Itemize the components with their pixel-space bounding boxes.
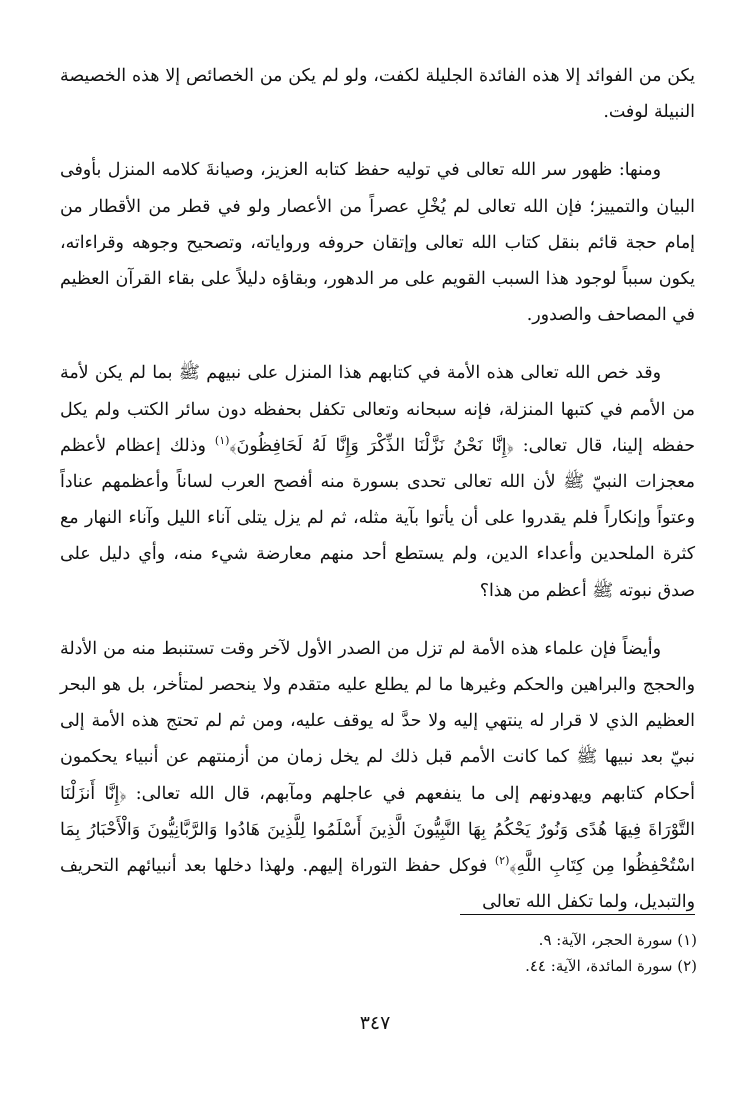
footnote-item: (٢) سورة المائدة، الآية: ٤٤. [525, 957, 697, 975]
paragraph-scholars [60, 631, 695, 921]
footnote-divider [460, 914, 695, 915]
paragraph-text-part: وقد خص الله تعالى هذه الأمة في كتابهم هذا المنزل على نبيهم ﷺ بما لم يكن لأمة من الأمم في كتبها المنزلة، فإنه سبحانه وتعالى تكفل بحفظه دون سائر الكتب ولم يكل حفظه إلينا، قال تعالى: ﴿إِنَّا نَحْنُ نَزَّلْنَا الذِّكْرَ وَإِنَّا لَهُ لَحَافِظُونَ﴾ [60, 363, 695, 456]
paragraph-text-part: وذلك إعظام لأعظم معجزات النبيّ ﷺ لأن الله تعالى تحدى بسورة منه أفصح العرب لساناً وأعظمهم عناداً وعتواً وإنكاراً فلم يقدروا على أن يأتوا بآية مثله، ثم لم يزل يتلى آناء الليل وآناء النهار مع كثرة الملحدين وأعداء الدين، ولم يستطع أحد منهم معارضة شيء منه، وأي دليل على صدق نبوته ﷺ أعظم من هذا؟ [60, 435, 696, 601]
footnote-reference: (٢) [494, 854, 510, 868]
paragraph-text-part: وأيضاً فإن علماء هذه الأمة لم تزل من الصدر الأول لآخر وقت تستنبط منه من الأدلة والحجج والبراهين والحكم وغيرها ما لم يطلع عليه متقدم ولا ينحصر لمتأخر، بل هو البحر العظيم الذي لا قرار له ينتهي إليه ولا حدَّ له يوقف عليه، ومن ثم لم تحتج هذه الأمة إلى نبيّ بعد نبيها ﷺ كما كانت الأمم قبل ذلك لم يخل زمان من أزمنتهم عن أنبياء يحكمون أحكام كتابهم ويهدونهم إلى ما ينفعهم في عاجلهم ومآبهم، قال الله تعالى: ﴿إِنَّا أَنزَلْنَا التَّوْرَاةَ فِيهَا هُدًى وَنُورٌ يَحْكُمُ بِهَا النَّبِيُّونَ الَّذِينَ أَسْلَمُوا لِلَّذِينَ هَادُوا وَالرَّبَّانِيُّونَ وَالْأَحْبَارُ بِمَا اسْتُحْفِظُوا مِن كِتَابِ اللَّهِ﴾ [60, 638, 695, 877]
footnotes [60, 927, 697, 979]
main-text [60, 58, 695, 942]
paragraph-preservation: ومنها: ظهور سر الله تعالى في توليه حفظ كتابه العزيز، وصيانةَ كلامه المنزل بأوفى البيان والتمييز؛ فإن الله تعالى لم يُخْلِ عصراً من الأعصار ولو في قطر من الأقطار من إمام حجة قائم بنقل كتاب الله تعالى وإتقان حروفه ورواياته، وتصحيح وجوهه وقراءاته، يكون سبباً لوجود هذا السبب القويم على مر الدهور، وبقاؤه دليلاً على بقاء القرآن العظيم في المصاحف والصدور. [60, 160, 695, 326]
page-number: ٣٤٧ [359, 1012, 391, 1034]
paragraph-quran-guarded [60, 355, 695, 608]
paragraph-text-part: فوكل حفظ التوراة إليهم. ولهذا دخلها بعد أنبيائهم التحريف والتبديل، ولما تكفل الله تعالى [60, 856, 695, 913]
footnote-item: (١) سورة الحجر، الآية: ٩. [538, 931, 697, 949]
footnote-reference: (١) [214, 434, 230, 448]
paragraph-continuation: يكن من الفوائد إلا هذه الفائدة الجليلة لكفت، ولو لم يكن من الخصائص إلا هذه الخصيصة النبيلة لوفت. [60, 66, 695, 123]
